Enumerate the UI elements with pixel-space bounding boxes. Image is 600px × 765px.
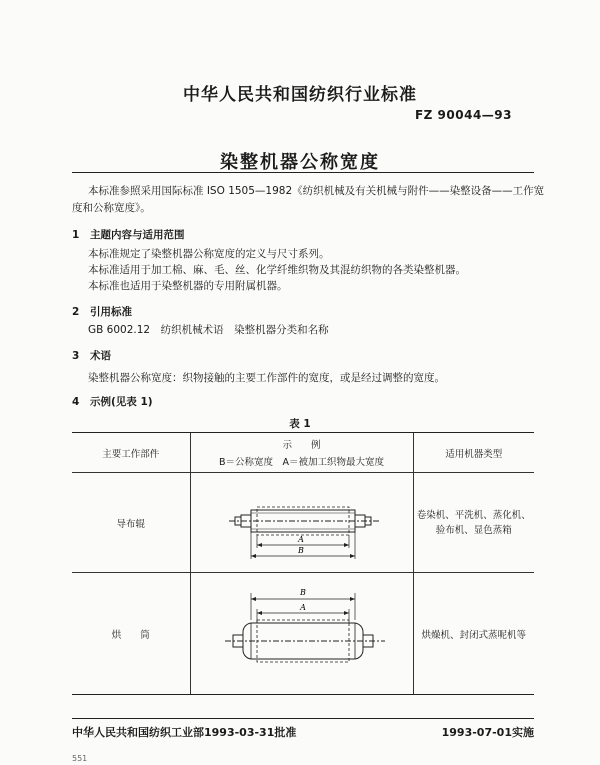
section-1-line-3: 本标准也适用于染整机器的专用附属机器。: [88, 280, 288, 292]
header-example: [190, 433, 413, 473]
table-row: [72, 473, 534, 573]
drying-cylinder-diagram: [191, 573, 414, 691]
intro-line-2: 度和公称宽度》。: [72, 202, 151, 214]
row-part: 导布辊: [72, 473, 190, 573]
label-a: A: [297, 535, 304, 544]
page-number: 551: [72, 754, 88, 763]
section-title: 引用标准: [90, 306, 132, 318]
machines-line-1: 烘燥机、封闭式蒸呢机等: [421, 629, 526, 641]
approval-text: 中华人民共和国纺织工业部1993-03-31批准: [72, 726, 297, 739]
header-example-title: 示 例: [282, 440, 321, 451]
row-machines: [413, 473, 534, 573]
machines-line-2: 验布机、显色蒸箱: [435, 524, 512, 536]
section-2-heading: [72, 304, 132, 319]
label-b: B: [297, 546, 304, 555]
header-part: 主要工作部件: [72, 433, 190, 473]
document-title: 染整机器公称宽度: [220, 152, 380, 173]
section-3-heading: [72, 348, 111, 363]
section-title: 术语: [90, 350, 111, 362]
section-4-heading: [72, 394, 153, 409]
section-title: 主题内容与适用范围: [90, 229, 185, 241]
implementation-text: 1993-07-01实施: [441, 726, 534, 739]
section-1-line-2: 本标准适用于加工棉、麻、毛、丝、化学纤维织物及其混纺织物的各类染整机器。: [88, 264, 466, 276]
row-diagram: [190, 573, 413, 695]
label-b: B: [299, 588, 306, 597]
header-machines: 适用机器类型: [413, 433, 534, 473]
header-rule: [72, 172, 534, 173]
spec-table: [72, 432, 534, 695]
label-a: A: [299, 603, 306, 612]
section-1-line-1: 本标准规定了染整机器公称宽度的定义与尺寸系列。: [88, 248, 330, 260]
machines-line-1: 卷染机、平洗机、蒸化机、: [416, 509, 531, 521]
section-number: 4: [72, 396, 80, 408]
header-example-legend: B＝公称宽度 A＝被加工织物最大宽度: [218, 457, 385, 468]
footer-rule: [72, 718, 534, 719]
section-2-line-1: GB 6002.12 纺织机械术语 染整机器分类和名称: [88, 324, 329, 336]
table-header-row: [72, 433, 534, 473]
guide-roller-diagram: [191, 473, 414, 569]
intro-line-1: 本标准参照采用国际标准 ISO 1505—1982《纺织机械及有关机械与附件——染整设备——工作宽: [88, 185, 545, 197]
standard-code: FZ 90044—93: [414, 108, 512, 122]
section-number: 3: [72, 350, 80, 362]
row-machines: [413, 573, 534, 695]
row-part: 烘 筒: [72, 573, 190, 695]
section-title: 示例(见表 1): [90, 396, 153, 408]
section-1-heading: [72, 227, 185, 242]
table-caption: 表 1: [289, 418, 311, 430]
section-number: 2: [72, 306, 80, 318]
section-3-line-1: 染整机器公称宽度：织物接触的主要工作部件的宽度，或是经过调整的宽度。: [88, 372, 445, 384]
section-number: 1: [72, 229, 80, 241]
table-row: [72, 573, 534, 695]
row-diagram: [190, 473, 413, 573]
standard-title: 中华人民共和国纺织行业标准: [183, 85, 417, 105]
